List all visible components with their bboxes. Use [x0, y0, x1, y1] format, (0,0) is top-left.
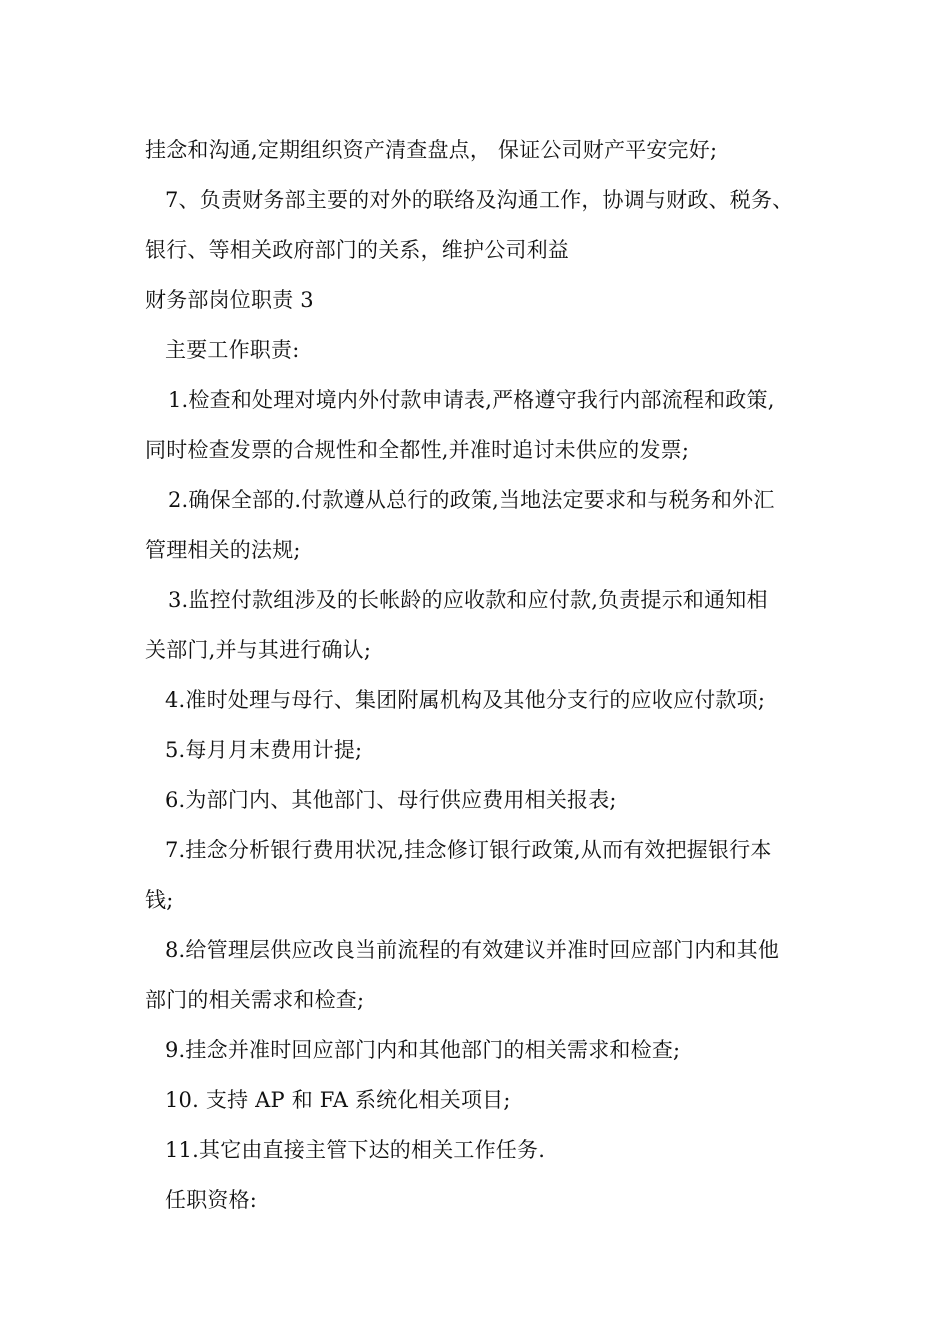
- text-line-2: 7、负责财务部主要的对外的联络及沟通工作，协调与财政、税务、: [165, 188, 794, 212]
- text-line-10: 3.监控付款组涉及的长帐龄的应收款和应付款,负责提示和通知相: [168, 588, 768, 612]
- text-line-9: 管理相关的法规;: [145, 538, 301, 562]
- text-line-7: 同时检查发票的合规性和全都性,并准时追讨未供应的发票;: [145, 438, 690, 462]
- text-line-16: 钱;: [145, 888, 174, 912]
- text-line-18: 部门的相关需求和检查;: [145, 988, 365, 1012]
- text-line-6: 1.检查和处理对境内外付款申请表,严格遵守我行内部流程和政策,: [168, 388, 775, 412]
- text-line-8: 2.确保全部的.付款遵从总行的政策,当地法定要求和与税务和外汇: [168, 488, 775, 512]
- text-line-11: 关部门,并与其进行确认;: [145, 638, 372, 662]
- section-heading: 财务部岗位职责 3: [145, 288, 314, 312]
- subheading-qualifications: 任职资格:: [165, 1188, 258, 1212]
- text-line-15: 7.挂念分析银行费用状况,挂念修订银行政策,从而有效把握银行本: [165, 838, 772, 862]
- text-line-12: 4.准时处理与母行、集团附属机构及其他分支行的应收应付款项;: [165, 688, 766, 712]
- text-line-20: 10. 支持 AP 和 FA 系统化相关项目;: [165, 1088, 511, 1112]
- text-line-17: 8.给管理层供应改良当前流程的有效建议并准时回应部门内和其他: [165, 938, 780, 962]
- text-line-13: 5.每月月末费用计提;: [165, 738, 363, 762]
- text-line-19: 9.挂念并准时回应部门内和其他部门的相关需求和检查;: [165, 1038, 681, 1062]
- text-line-14: 6.为部门内、其他部门、母行供应费用相关报表;: [165, 788, 617, 812]
- subheading-main-duties: 主要工作职责:: [165, 338, 300, 362]
- text-line-21: 11.其它由直接主管下达的相关工作任务.: [165, 1138, 546, 1162]
- text-line-3: 银行、等相关政府部门的关系，维护公司利益: [145, 238, 569, 262]
- text-line-1: 挂念和沟通,定期组织资产清查盘点， 保证公司财产平安完好;: [145, 138, 718, 162]
